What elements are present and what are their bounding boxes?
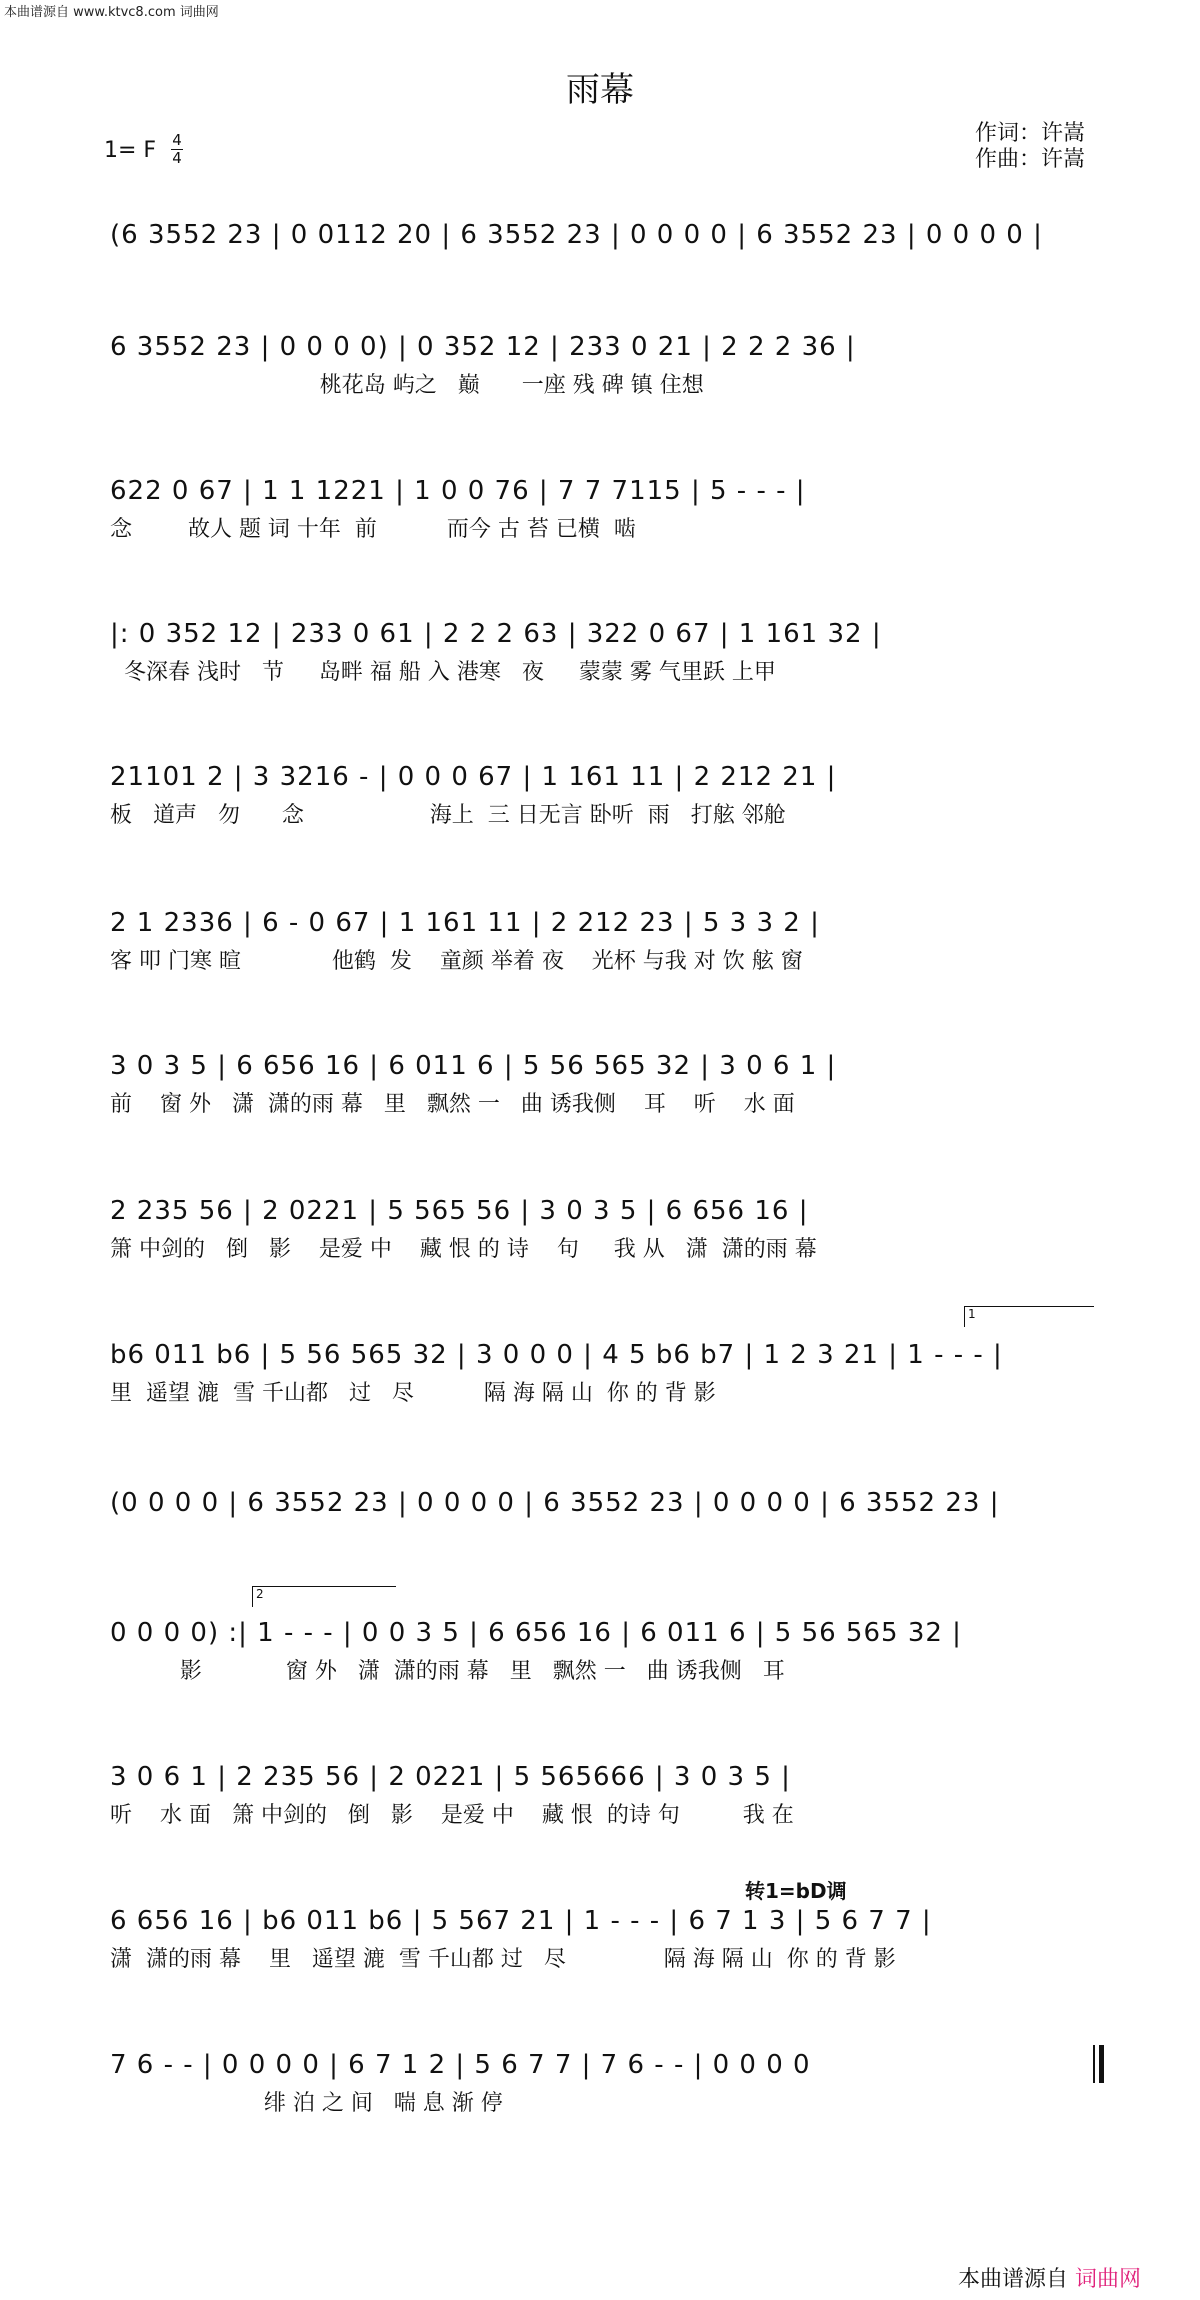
- time-signature-top: 4: [172, 131, 182, 149]
- notation-line: 2 235 56 | 2 0221 | 5 565 56 | 3 0 3 5 | 6 656 16 |: [110, 1196, 809, 1226]
- key-change-label: 转1=bD调: [745, 1879, 847, 1903]
- score-system-11: [110, 1616, 1100, 1696]
- notation-line: 0 0 0 0) :| 1 - - - | 0 0 3 5 | 6 656 16 | 6 011 6 | 5 56 565 32 |: [110, 1618, 962, 1648]
- score-system-6: [110, 906, 1100, 986]
- lyric-line: 潇 潇的雨 幕 里 遥望 漉 雪 千山都 过 尽 隔 海 隔 山 你 的 背 影: [110, 1947, 896, 1972]
- score-system-5: [110, 760, 1100, 840]
- score-system-14: [110, 2048, 1100, 2128]
- lyric-line: 桃花岛 屿之 巅 一座 残 碑 镇 住想: [110, 373, 704, 398]
- notation-line: 7 6 - - | 0 0 0 0 | 6 7 1 2 | 5 6 7 7 | 7 6 - - | 0 0 0 0: [110, 2050, 811, 2080]
- score-system-4: [110, 617, 1100, 697]
- score-system-10: [110, 1486, 1100, 1566]
- lyric-line: 板 道声 勿 念 海上 三 日无言 卧听 雨 打舷 邻舱: [110, 803, 786, 828]
- first-ending-bracket: 1: [964, 1306, 1094, 1327]
- key-signature: 1= F: [104, 138, 157, 163]
- lyric-line: 听 水 面 箫 中剑的 倒 影 是爱 中 藏 恨 的诗 句 我 在: [110, 1803, 794, 1828]
- notation-line: 6 3552 23 | 0 0 0 0) | 0 352 12 | 233 0 21 | 2 2 2 36 |: [110, 332, 856, 362]
- second-ending-bracket: 2: [252, 1586, 396, 1607]
- notation-line: |: 0 352 12 | 233 0 61 | 2 2 2 63 | 322 0 67 | 1 161 32 |: [110, 619, 882, 649]
- notation-line: 622 0 67 | 1 1 1221 | 1 0 0 76 | 7 7 7115 | 5 - - - |: [110, 476, 806, 506]
- score-system-13: [110, 1904, 1100, 1984]
- score-system-12: [110, 1760, 1100, 1840]
- footer-label: 本曲谱源自: [958, 2267, 1069, 2292]
- notation-line: 3 0 3 5 | 6 656 16 | 6 011 6 | 5 56 565 32 | 3 0 6 1 |: [110, 1051, 837, 1081]
- lyric-line: 念 故人 题 词 十年 前 而今 古 苔 已横 啮: [110, 517, 636, 542]
- lyric-line: 前 窗 外 潇 潇的雨 幕 里 飘然 一 曲 诱我侧 耳 听 水 面: [110, 1092, 795, 1117]
- lyric-line: 绯 泊 之 间 喘 息 渐 停: [110, 2091, 503, 2116]
- lyric-line: 里 遥望 漉 雪 千山都 过 尽 隔 海 隔 山 你 的 背 影: [110, 1381, 716, 1406]
- lyric-line: 冬深春 浅时 节 岛畔 福 船 入 港寒 夜 蒙蒙 雾 气里跃 上甲: [110, 660, 776, 685]
- notation-line: 2 1 2336 | 6 - 0 67 | 1 161 11 | 2 212 23 | 5 3 3 2 |: [110, 908, 820, 938]
- score-system-8: [110, 1194, 1100, 1274]
- song-title: 雨幕: [566, 70, 634, 110]
- time-signature: [171, 133, 183, 166]
- lyric-line: 箫 中剑的 倒 影 是爱 中 藏 恨 的 诗 句 我 从 潇 潇的雨 幕: [110, 1237, 817, 1262]
- score-system-3: [110, 474, 1100, 554]
- composer-credit: 作曲：许嵩: [975, 147, 1086, 172]
- source-watermark: 本曲谱源自 www.ktvc8.com 词曲网: [4, 5, 219, 20]
- footer-source: [958, 2262, 1141, 2293]
- footer-site: 词曲网: [1075, 2267, 1142, 2292]
- score-system-9: [110, 1338, 1100, 1418]
- notation-line: b6 011 b6 | 5 56 565 32 | 3 0 0 0 | 4 5 b6 b7 | 1 2 3 21 | 1 - - - |: [110, 1340, 1003, 1370]
- time-signature-bottom: 4: [172, 149, 182, 167]
- notation-line: 21101 2 | 3 3216 - | 0 0 0 67 | 1 161 11 | 2 212 21 |: [110, 762, 837, 792]
- notation-line: (0 0 0 0 | 6 3552 23 | 0 0 0 0 | 6 3552 23 | 0 0 0 0 | 6 3552 23 |: [110, 1488, 1000, 1518]
- score-system-2: [110, 330, 1100, 410]
- lyric-line: 客 叩 门寒 暄 他鹤 发 童颜 举着 夜 光杯 与我 对 饮 舷 窗: [110, 949, 803, 974]
- notation-line: 3 0 6 1 | 2 235 56 | 2 0221 | 5 565666 | 3 0 3 5 |: [110, 1762, 791, 1792]
- notation-line: 6 656 16 | b6 011 b6 | 5 567 21 | 1 - - - | 6 7 1 3 | 5 6 7 7 |: [110, 1906, 932, 1936]
- final-barline: [1093, 2045, 1105, 2083]
- lyricist-credit: 作词：许嵩: [975, 121, 1086, 146]
- lyric-line: 影 窗 外 潇 潇的雨 幕 里 飘然 一 曲 诱我侧 耳: [110, 1659, 785, 1684]
- score-system-7: [110, 1049, 1100, 1129]
- notation-line: (6 3552 23 | 0 0112 20 | 6 3552 23 | 0 0 0 0 | 6 3552 23 | 0 0 0 0 |: [110, 220, 1043, 250]
- score-system-1: [110, 218, 1100, 298]
